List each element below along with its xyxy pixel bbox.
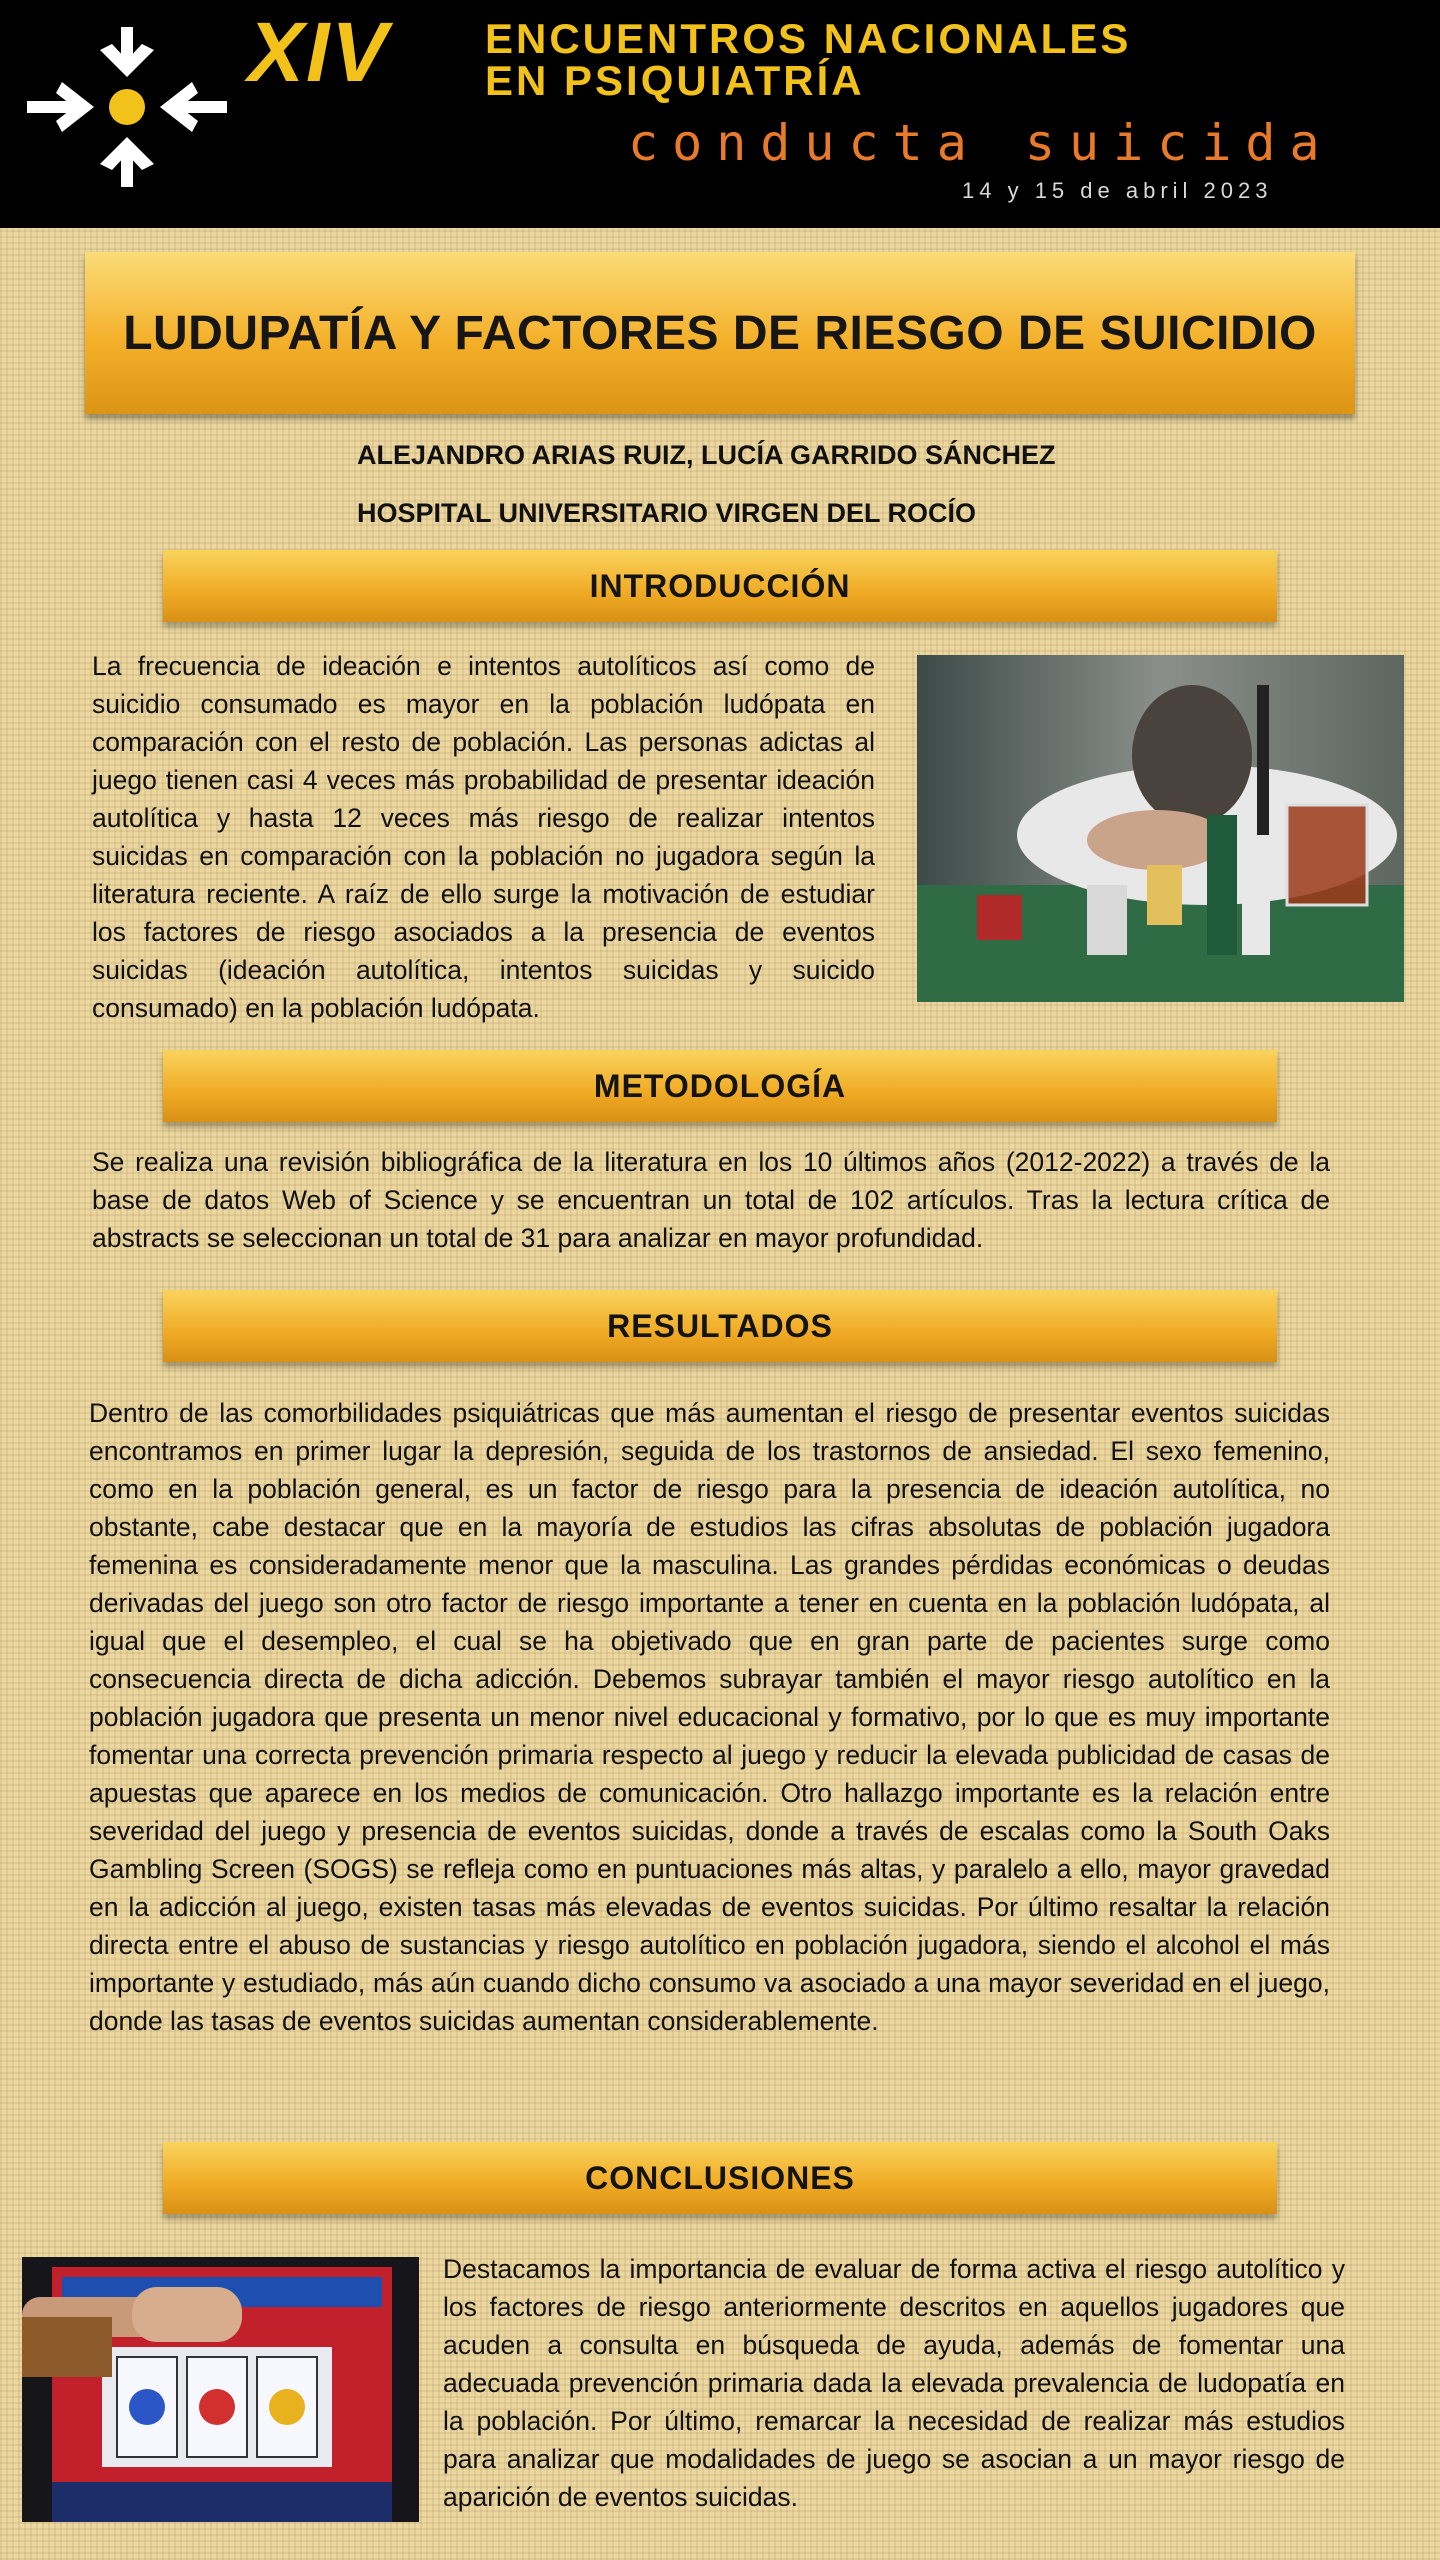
event-date: 14 y 15 de abril 2023 bbox=[962, 178, 1273, 203]
event-subtitle: conducta suicida bbox=[628, 114, 1334, 172]
event-title-line1: ENCUENTROS NACIONALES bbox=[485, 15, 1132, 62]
section-title: CONCLUSIONES bbox=[585, 2159, 855, 2196]
conclusiones-text: Destacamos la importancia de evaluar de forma activa el riesgo autolítico y los factores de riesgo anteriormente descritos en aquellos jugadores que acuden a consulta en búsqueda de ayuda, además de fomentar una adecuada prevención primaria dada la elevada prevalencia de ludopatía en la población. Por último, remarcar la necesidad de realizar más estudios para analizar que modalidades de juego se asocian a un mayor riesgo de aparición de eventos suicidas. bbox=[443, 2254, 1345, 2512]
metodologia-text: Se realiza una revisión bibliográfica de la literatura en los 10 últimos años (2012-2022) a través de la base de datos Web of Science y se encuentran un total de 102 artículos. Tras la lectura crítica de abstracts se seleccionan un total de 31 para analizar en mayor profundidad. bbox=[92, 1147, 1330, 1253]
poster-title-box bbox=[85, 252, 1355, 414]
header-banner bbox=[0, 0, 1440, 228]
section-title: RESULTADOS bbox=[607, 1307, 833, 1344]
arrows-converging-dot-icon bbox=[22, 22, 232, 192]
institution: HOSPITAL UNIVERSITARIO VIRGEN DEL ROCÍO bbox=[357, 498, 977, 528]
slot-machine-photo bbox=[22, 2257, 419, 2522]
gambler-photo bbox=[917, 655, 1404, 1002]
section-header-introduccion bbox=[163, 550, 1277, 622]
introduccion-text: La frecuencia de ideación e intentos autolíticos así como de suicidio consumado es mayor en la población ludópata en comparación con el resto de población. Las personas adictas al juego tienen casi 4 veces más probabilidad de presentar ideación autolítica y hasta 12 veces más riesgo de realizar intentos suicidas en comparación con la población no jugadora según la literatura reciente. A raíz de ello surge la motivación de estudiar los factores de riesgo asociados a la presencia de eventos suicidas (ideación autolítica, intentos suicidas y suicido consumado) en la población ludópata. bbox=[92, 651, 875, 1023]
resultados-text: Dentro de las comorbilidades psiquiátricas que más aumentan el riesgo de presentar eventos suicidas encontramos en primer lugar la depresión, seguida de los trastornos de ansiedad. El sexo femenino, como en la población general, es un factor de riesgo para la presencia de ideación autolítica, no obstante, cabe destacar que en la mayoría de estudios las cifras absolutas de población jugadora femenina es consideradamente menor que la masculina. Las grandes pérdidas económicas o deudas derivadas del juego son otro factor de riesgo importante a tener en cuenta en la población ludópata, al igual que el desempleo, el cual se ha objetivado que en gran parte de pacientes surge como consecuencia directa de dicha adicción. Debemos subrayar también el mayor riesgo autolítico en la población jugadora que presenta un menor nivel educacional y formativo, por lo que es muy importante fomentar una correcta prevención primaria respecto al juego y reducir la elevada publicidad de casas de apuestas que aparece en los medios de comunicación. Otro hallazgo importante es la relación entre severidad del juego y presencia de eventos suicidas, donde a través de escalas como la South Oaks Gambling Screen (SOGS) se refleja como en puntuaciones más altas, y paralelo a ello, mayor gravedad en la adicción al juego, existen tasas más elevadas de eventos suicidas. Por último resaltar la relación directa entre el abuso de sustancias y riesgo autolítico en población jugadora, siendo el alcohol el más importante y estudiado, más aún cuando dicho consumo va asociado a una mayor severidad en el juego, donde las tasas de eventos suicidas aumentan considerablemente. bbox=[89, 1398, 1330, 2036]
poster-title: LUDUPATÍA Y FACTORES DE RIESGO DE SUICIDIO bbox=[123, 306, 1317, 360]
section-title: INTRODUCCIÓN bbox=[589, 567, 851, 604]
edition-number: XIV bbox=[248, 5, 390, 99]
section-header-metodologia bbox=[163, 1050, 1277, 1122]
event-title-line2: EN PSIQUIATRÍA bbox=[485, 57, 865, 104]
section-title: METODOLOGÍA bbox=[593, 1067, 847, 1104]
authors: ALEJANDRO ARIAS RUIZ, LUCÍA GARRIDO SÁNCHEZ bbox=[357, 440, 1056, 470]
section-header-conclusiones bbox=[163, 2142, 1277, 2214]
section-header-resultados bbox=[163, 1290, 1277, 1362]
